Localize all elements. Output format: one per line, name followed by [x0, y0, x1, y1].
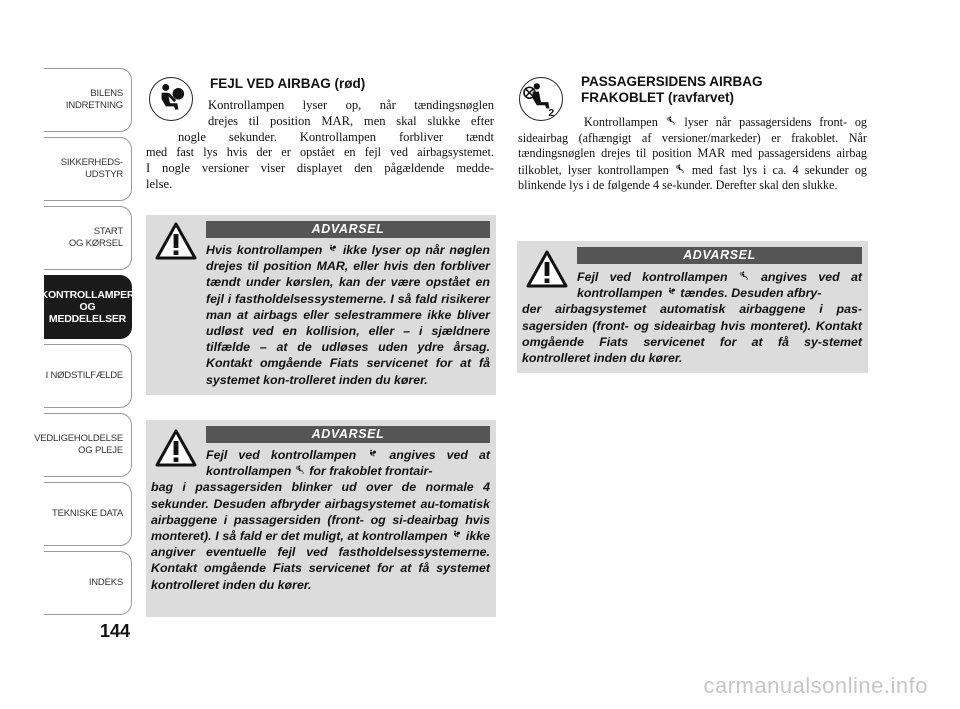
section-heading-airbag-fault: FEJL VED AIRBAG (rød)	[210, 76, 366, 91]
heading-line: PASSAGERSIDENS AIRBAG	[581, 74, 763, 89]
warning-banner: ADVARSEL	[206, 426, 490, 443]
tab-kontrollamper-og-meddelelser[interactable]: KONTROLLAMPER OG MEDDELELSER	[44, 275, 132, 339]
section-heading-passenger-airbag	[581, 74, 763, 106]
warning-text-part: angives ved at	[389, 448, 491, 462]
tab-vedligeholdelse-og-pleje[interactable]: VEDLIGEHOLDELSE OG PLEJE	[44, 413, 132, 477]
tab-start-og-korsel[interactable]: START OG KØRSEL	[44, 206, 132, 270]
tab-tekniske-data[interactable]: TEKNISKE DATA	[44, 482, 132, 546]
warning-box-1	[146, 215, 496, 395]
paragraph-line: lelse.	[146, 176, 173, 191]
passenger-airbag-off-icon	[295, 463, 306, 476]
airbag-warning-icon	[666, 285, 677, 298]
paragraph-text: og sideairbag (afhængigt af versioner/markeder) er frakoblet. Når tændingsnøglen drejes til position MAR med passagersidens airbag tilkoblet, lyser kontrollampen	[518, 115, 868, 177]
passenger-airbag-off-icon	[675, 162, 686, 175]
heading-line: FRAKOBLET (ravfarvet)	[581, 90, 735, 105]
tab-sikkerhedsudstyr[interactable]: SIKKERHEDS- UDSTYR	[44, 137, 132, 201]
passenger-airbag-off-icon	[666, 114, 677, 127]
warning-text-part: Fejl ved kontrollampen	[206, 448, 357, 462]
warning-box-3	[517, 241, 868, 373]
warning-text	[151, 242, 490, 388]
warning-text-part: Fejl ved kontrollampen	[577, 270, 728, 284]
warning-text-part: for frakoblet frontair-	[309, 464, 433, 479]
warning-text-part: ikke angiver eventuelle fejl ved fastholdelsessystemerne. Kontakt omgående Fiats servicenet for at få systemet kontrolleret inden du kører.	[151, 529, 491, 592]
paragraph-text: Kontrollampen	[584, 115, 658, 129]
warning-text-part: Hvis kontrollampen	[206, 243, 323, 257]
warning-text-part: ikke lyser op når	[342, 243, 445, 257]
tab-bilens-indretning[interactable]: BILENS INDRETNING	[44, 68, 132, 132]
warning-text	[151, 447, 490, 593]
paragraph-text: lyser når passagersidens front-	[684, 115, 848, 129]
warning-text-part: kontrollampen	[577, 286, 663, 301]
warning-text-part: angives ved at	[761, 270, 862, 284]
tab-indeks[interactable]: INDEKS	[44, 551, 132, 615]
paragraph-line: Kontrollampen lyser op, når tændingsnøglen	[208, 98, 494, 112]
airbag-fault-paragraph	[146, 98, 494, 193]
warning-text-part: der airbagsystemet automatisk airbaggene i pas-sagersiden (front- og sideairbag hvis monteret). Kontakt omgående Fiats servicenet for at få sy-stemet kontrolleret inden du kører.	[522, 302, 862, 366]
airbag-warning-icon	[327, 242, 338, 255]
warning-banner: ADVARSEL	[206, 221, 490, 238]
paragraph-line: med fast lys hvis der er opstået en fejl ved airbagsystemet.	[146, 145, 494, 160]
paragraph-text: med fast lys i ca. 4 sekunder og blinkende lys i de følgende 4 se-kunder. Derefter skal den slukke.	[518, 162, 868, 193]
paragraph-line: drejes til position MAR, men skal slukke efter	[208, 113, 494, 128]
paragraph-line: nogle sekunder. Kontrollampen forbliver tændt	[178, 129, 494, 144]
warning-banner: ADVARSEL	[577, 247, 862, 264]
warning-text-part: bag i passagersiden blinker ud over de normale 4 sekunder. Desuden afbryder airbagsystemet au-tomatisk airbaggene i passagersiden (front- og si-deairbag hvis monteret). I så fald er det muligt, at kontrollampen	[151, 480, 490, 544]
warning-text	[522, 269, 862, 366]
tab-i-nodstilfaelde[interactable]: I NØDSTILFÆLDE	[44, 344, 132, 408]
page-number: 144	[100, 621, 131, 641]
watermark-text: carmanualsonline.info	[703, 673, 928, 698]
warning-text-part: kontrollampen	[206, 464, 292, 479]
paragraph-line: I nogle versioner viser displayet den pågældende medde-	[146, 161, 494, 176]
warning-box-2	[146, 420, 496, 617]
airbag-warning-icon	[451, 528, 462, 541]
warning-text-part: nøglen drejes til position MAR, eller hvis den forbliver tændt under kørslen, kan der være opstået en fejl i fastholdelsessystemerne. I så fald risikerer man at airbags eller selestrammere ikke bliver udløst ved en kollision, eller – i sjældnere tilfælde – at de udløses uden ydre årsag. Kontakt omgående Fiats servicenet for at få systemet kon-trolleret inden du kører.	[206, 243, 490, 387]
passenger-airbag-paragraph	[518, 114, 867, 194]
airbag-warning-icon	[367, 447, 378, 460]
passenger-airbag-off-icon	[739, 269, 750, 282]
warning-text-part: tændes. Desuden afbry-	[680, 286, 822, 301]
